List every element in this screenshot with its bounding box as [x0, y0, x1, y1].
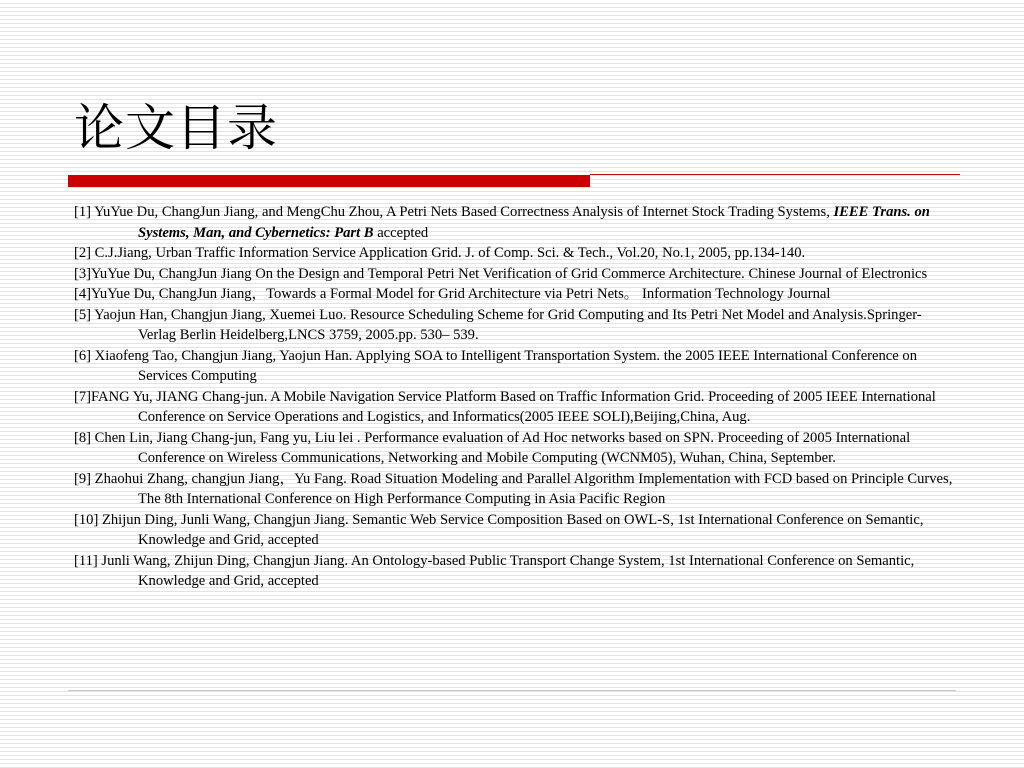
slide-title: 论文目录 — [74, 99, 278, 157]
reference-text: [4]YuYue Du, ChangJun Jiang，Towards a Formal Model for Grid Architecture via Petri Nets。 Information Technology Journal — [74, 286, 831, 302]
reference-text: [11] Junli Wang, Zhijun Ding, Changjun Jiang. An Ontology-based Public Transport Change System, 1st International Conference on Semantic, Knowledge and Grid, accepted — [74, 552, 915, 589]
footer-divider — [68, 690, 956, 691]
reference-item — [74, 346, 958, 387]
reference-item — [74, 551, 958, 592]
reference-text: [10] Zhijun Ding, Junli Wang, Changjun Jiang. Semantic Web Service Composition Based on OWL-S, 1st International Conference on Semantic, Knowledge and Grid, accepted — [74, 511, 924, 548]
reference-item — [74, 305, 958, 346]
reference-item — [74, 510, 958, 551]
reference-item — [74, 202, 958, 243]
title-underline-red-bar — [68, 175, 590, 187]
reference-journal-emphasis: IEEE Trans. on Systems, Man, and Cybernetics: Part B — [138, 204, 930, 241]
reference-status: accepted — [373, 224, 429, 241]
reference-list — [74, 202, 958, 592]
reference-text: [8] Chen Lin, Jiang Chang-jun, Fang yu, Liu lei . Performance evaluation of Ad Hoc networks based on SPN. Proceeding of 2005 International Conference on Wireless Communications, Networking and Mobile Computing (WCNM05), Wuhan, China, September. — [74, 429, 911, 466]
reference-text: [1] YuYue Du, ChangJun Jiang, and MengChu Zhou, A Petri Nets Based Correctness Analysis of Internet Stock Trading Systems, — [74, 204, 834, 220]
reference-item — [74, 428, 958, 469]
reference-item — [74, 387, 958, 428]
reference-text: [2] C.J.Jiang, Urban Traffic Information Service Application Grid. J. of Comp. Sci. & Tech., Vol.20, No.1, 2005, pp.134-140. — [74, 245, 806, 261]
reference-item — [74, 264, 958, 285]
title-underline-thin-line — [590, 174, 960, 175]
reference-item — [74, 284, 958, 305]
reference-text: [9] Zhaohui Zhang, changjun Jiang，Yu Fang. Road Situation Modeling and Parallel Algorithm Implementation with FCD based on Principle Curves, The 8th International Conference on High Performance Computing in Asia Pacific Region — [74, 470, 953, 507]
reference-text: [5] Yaojun Han, Changjun Jiang, Xuemei Luo. Resource Scheduling Scheme for Grid Computing and Its Petri Net Model and Analysis.Springer-Verlag Berlin Heidelberg,LNCS 3759, 2005.pp. 530– 539. — [74, 306, 922, 343]
reference-item — [74, 243, 958, 264]
reference-text: [7]FANG Yu, JIANG Chang-jun. A Mobile Navigation Service Platform Based on Traffic Information Grid. Proceeding of 2005 IEEE International Conference on Service Operations and Logistics, and Informatics(2005 IEEE SOLI),Beijing,China, Aug. — [74, 388, 936, 425]
reference-item — [74, 469, 958, 510]
title-underline — [68, 174, 960, 188]
reference-text: [6] Xiaofeng Tao, Changjun Jiang, Yaojun Han. Applying SOA to Intelligent Transportation System. the 2005 IEEE International Conference on Services Computing — [74, 347, 918, 384]
reference-text: [3]YuYue Du, ChangJun Jiang On the Design and Temporal Petri Net Verification of Grid Commerce Architecture. Chinese Journal of Electronics — [74, 265, 928, 282]
